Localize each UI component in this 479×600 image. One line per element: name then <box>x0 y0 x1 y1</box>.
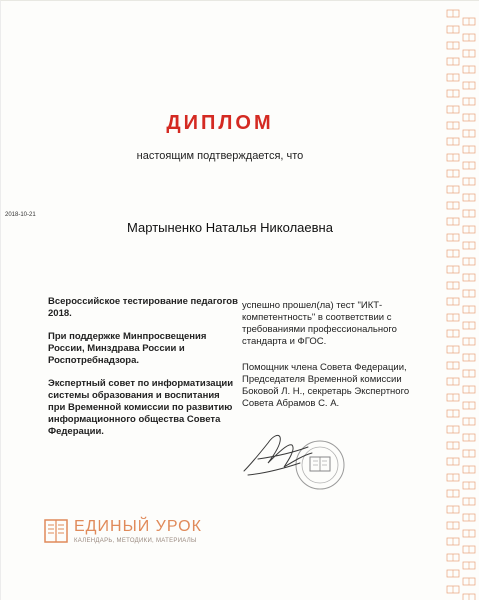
diploma-subtitle: настоящим подтверждается, что <box>136 150 304 162</box>
logo-tagline: КАЛЕНДАРЬ, МЕТОДИКИ, МАТЕРИАЛЫ <box>74 538 197 544</box>
signature-with-stamp <box>238 423 348 493</box>
logo-name: ЕДИНЫЙ УРОК <box>74 518 202 535</box>
decorative-border-ornament <box>443 0 479 600</box>
support-text: При поддержке Минпросвещения России, Минздрава России и Роспотребнадзора. <box>48 331 207 366</box>
signatory-text: Помощник члена Совета Федерации, Председателя Временной комиссии Боковой Л. Н., секретарь Экспертного Совета Абрамов С. А. <box>242 362 410 409</box>
testing-title: Всероссийское тестирование педагогов 2018. <box>48 296 238 319</box>
expert-council-text: Экспертный совет по информатизации системы образования и воспитания при Временной комиссии по развитию информационного общества Совета Федерации. <box>48 378 234 437</box>
handwritten-signature <box>244 435 312 475</box>
diploma-title: ДИПЛОМ <box>166 112 274 134</box>
recipient-name: Мартыненко Наталья Николаевна <box>127 220 333 235</box>
book-icon <box>44 518 68 544</box>
test-result-text: успешно прошел(ла) тест "ИКТ-компетентность" в соответствии с требованиями профессионального стандарта и ФГОС. <box>242 300 397 347</box>
brand-logo <box>44 518 264 558</box>
result-column <box>242 300 432 424</box>
issue-date: 2018-10-21 <box>5 212 36 218</box>
organizers-column <box>48 296 238 449</box>
